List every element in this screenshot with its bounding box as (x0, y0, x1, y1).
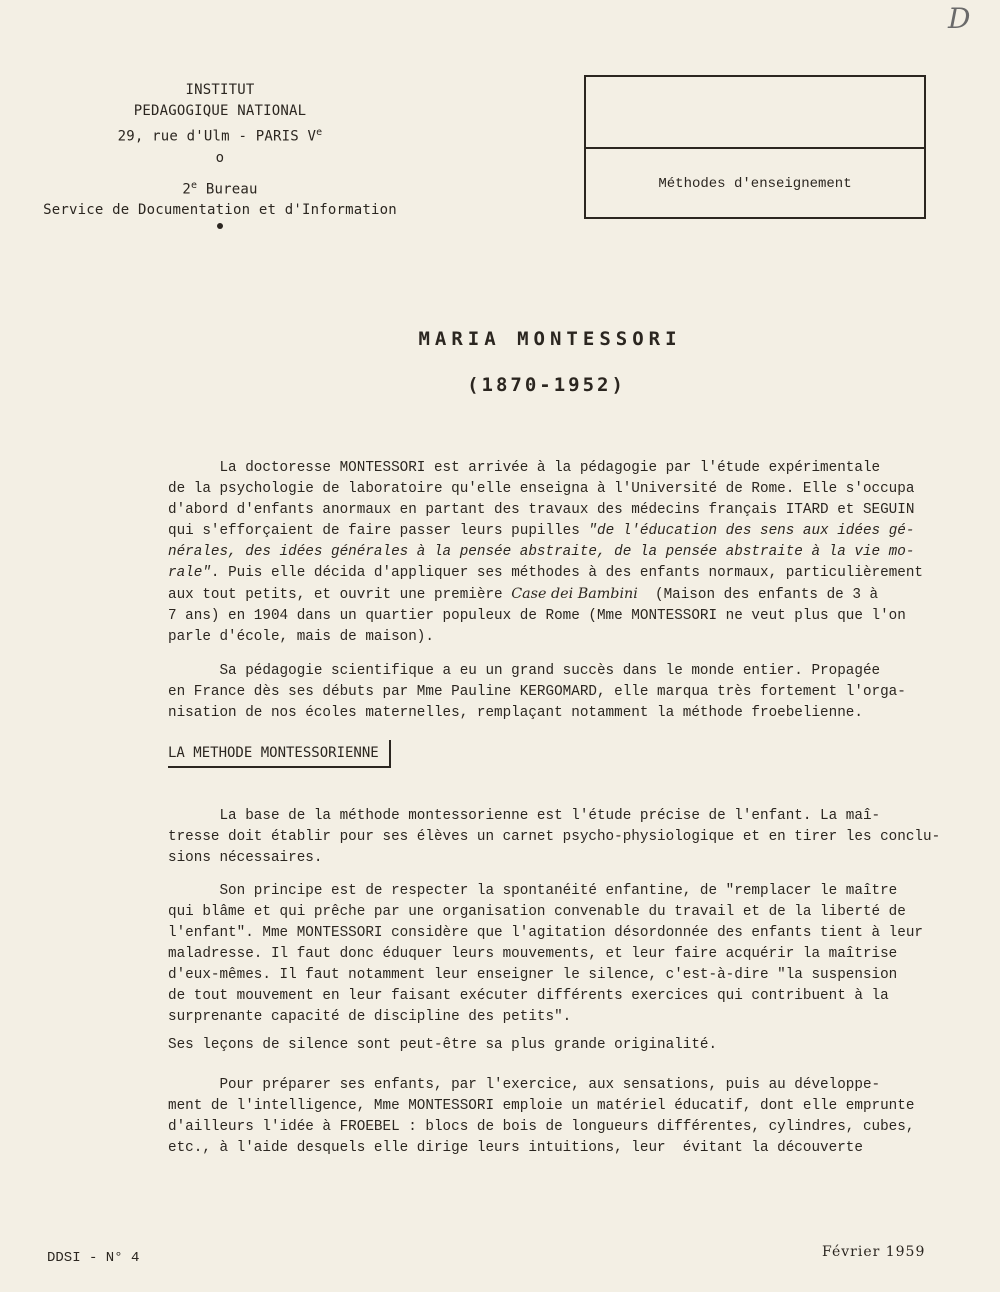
text-run: qui s'efforçaient de faire passer leurs pupilles (168, 523, 589, 539)
text-line: La base de la méthode montessorienne est l'étude précise de l'enfant. La maî- (168, 808, 881, 824)
italic-quote: "de l'éducation des sens aux idées gé- (588, 523, 915, 539)
text-line (168, 563, 948, 584)
institution-header (40, 80, 400, 221)
text-line: d'ailleurs l'idée à FROEBEL : blocs de bois de longueurs différentes, cylindres, cubes, (168, 1119, 915, 1135)
text-line: en France dès ses débuts par Mme Pauline KERGOMARD, elle marqua très fortement l'orga- (168, 684, 906, 700)
text-line: de tout mouvement en leur faisant exécuter différents exercices qui contribuent à la (168, 988, 889, 1004)
separator-mark: o (215, 149, 225, 166)
text-line: etc., à l'aide desquels elle dirige leurs intuitions, leur évitant la découverte (168, 1140, 863, 1156)
address-superscript: e (316, 127, 323, 138)
text-line (168, 584, 948, 606)
handwritten-case-dei-bambini: Case dei Bambini (511, 586, 638, 602)
document-title: MARIA MONTESSORI (418, 328, 682, 350)
text-run: (Maison des enfants de 3 à (637, 587, 879, 603)
text-line: Pour préparer ses enfants, par l'exercice, aux sensations, puis au développe- (168, 1077, 881, 1093)
text-line: maladresse. Il faut donc éduquer leurs mouvements, et leur faire acquérir la maîtrise (168, 946, 898, 962)
text-run: aux tout petits, et ouvrit une première (168, 587, 512, 603)
text-line: Sa pédagogie scientifique a eu un grand succès dans le monde entier. Propagée (168, 663, 881, 679)
text-line: d'abord d'enfants anormaux en partant des travaux des médecins français ITARD et SEGUIN (168, 502, 915, 518)
footer-document-number: DDSI - N° 4 (47, 1250, 140, 1266)
bureau-text: Bureau (197, 181, 258, 198)
address-text: 29, rue d'Ulm - PARIS V (117, 128, 317, 145)
text-run: . Puis elle décida d'appliquer ses méthodes à des enfants normaux, particulièrement (210, 565, 924, 581)
bureau-superscript: e (191, 179, 198, 191)
section-heading: LA METHODE MONTESSORIENNE (168, 740, 391, 768)
text-line (168, 521, 948, 542)
text-line: surprenante capacité de discipline des petits". (168, 1009, 572, 1025)
italic-quote-line: nérales, des idées générales à la pensée abstraite, de la pensée abstraite à la vie mo- (168, 544, 915, 560)
footer-date: Février 1959 (822, 1244, 926, 1260)
text-line: Ses leçons de silence sont peut-être sa plus grande originalité. (168, 1037, 718, 1053)
text-line: La doctoresse MONTESSORI est arrivée à la pédagogie par l'étude expérimentale (168, 460, 881, 476)
corner-handwritten-mark: D (948, 2, 971, 35)
text-line: 7 ans) en 1904 dans un quartier populeux de Rome (Mme MONTESSORI ne veut plus que l'on (168, 608, 906, 624)
bureau-number: 2 (182, 181, 191, 198)
text-line: nisation de nos écoles maternelles, remplaçant notamment la méthode froebelienne. (168, 705, 863, 721)
topic-box-empty-cell (586, 77, 924, 149)
text-line: de la psychologie de laboratoire qu'elle enseigna à l'Université de Rome. Elle s'occupa (168, 481, 915, 497)
service-line: Service de Documentation et d'Information (43, 202, 397, 219)
text-line: parle d'école, mais de maison). (168, 629, 434, 645)
bureau-line (40, 175, 400, 201)
intro-paragraph-1 (168, 437, 948, 669)
text-line: qui blâme et qui prêche par une organisation convenable du travail et de la liberté de (168, 904, 906, 920)
institut-line: INSTITUT (185, 82, 255, 98)
text-line: sions nécessaires. (168, 850, 323, 866)
italic-quote: rale" (168, 565, 211, 581)
pedagogique-line: PEDAGOGIQUE NATIONAL (133, 103, 307, 119)
topic-box-label: Méthodes d'enseignement (658, 176, 852, 192)
section-paragraph-4 (168, 1054, 948, 1180)
document-dates: (1870-1952) (467, 374, 626, 396)
text-line: d'eux-mêmes. Il faut notamment leur enseigner le silence, c'est-à-dire "la suspension (168, 967, 898, 983)
text-line: Son principe est de respecter la spontanéité enfantine, de "remplacer le maître (168, 883, 898, 899)
text-line: tresse doit établir pour ses élèves un carnet psycho-physiologique et en tirer les conclu- (168, 829, 941, 845)
intro-paragraph-2 (168, 640, 948, 745)
address-line (40, 122, 400, 148)
topic-box (584, 75, 926, 219)
text-line: l'enfant". Mme MONTESSORI considère que l'agitation désordonnée des enfants tient à leur (168, 925, 923, 941)
text-line: ment de l'intelligence, Mme MONTESSORI emploie un matériel éducatif, dont elle emprunte (168, 1098, 915, 1114)
bullet-dot (217, 223, 223, 229)
